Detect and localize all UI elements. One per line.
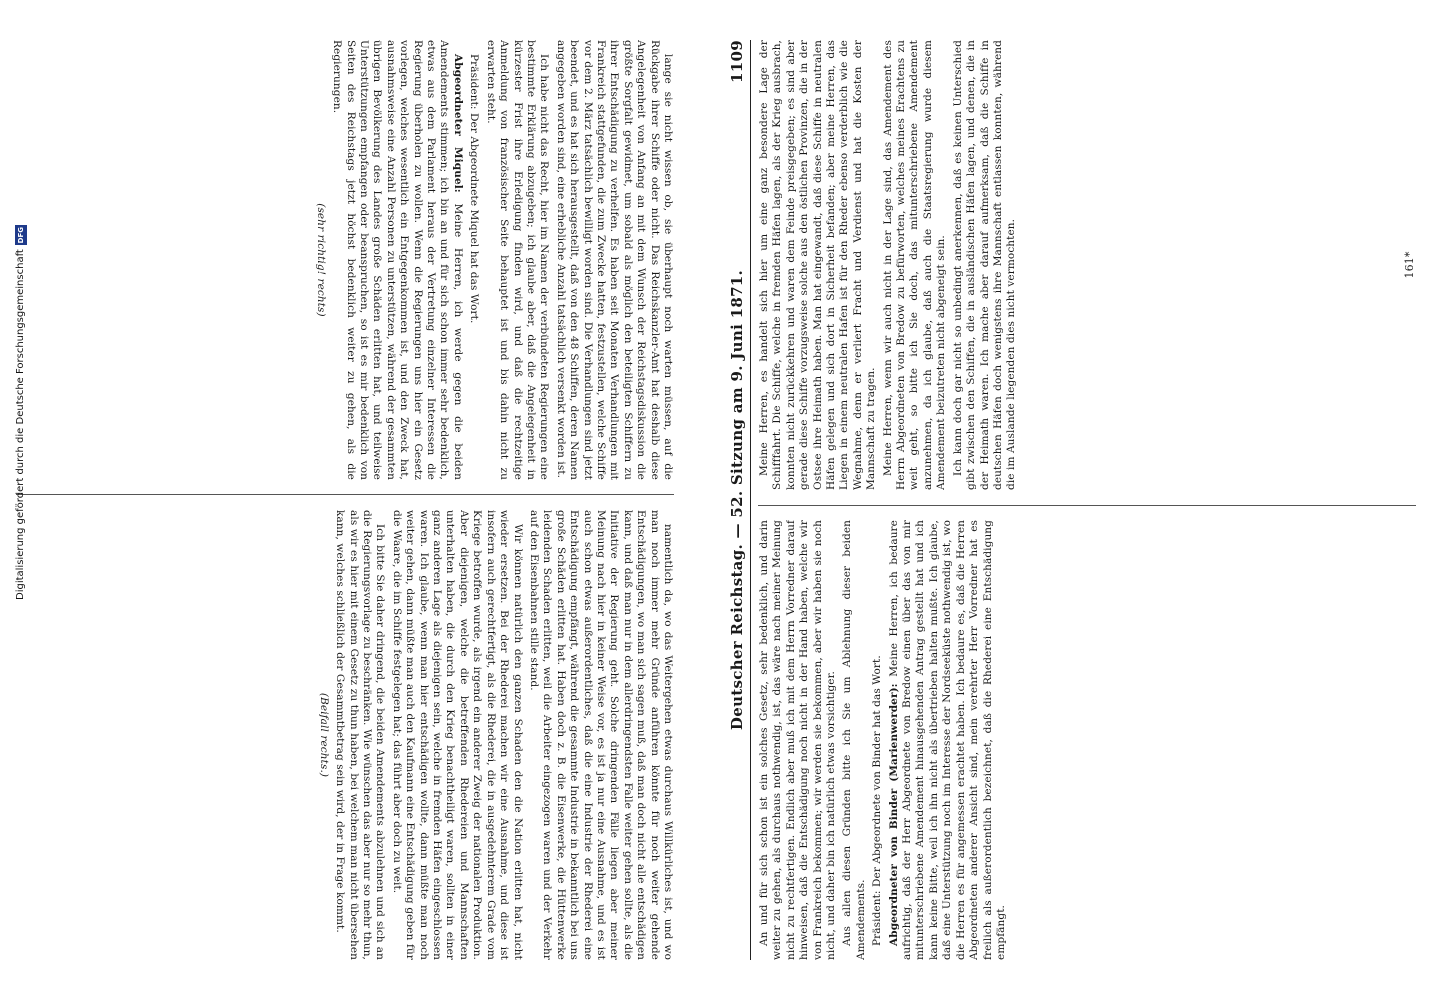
paragraph: Ich kann doch gar nicht so unbedingt anerkennen, daß es keinen Unterschied gibt zwischen den Schiffen, die in ausländischen Häfen lagen, und denen, die in der Heimath waren. Ich mache aber darauf aufmerksam, daß die Schiffe in deutschen Häfen doch wenigstens ihre Mannschaft entlassen konnten, während die im Auslande liegenden dies nicht vermochten.	[951, 40, 1018, 490]
page-number: 1109	[728, 40, 746, 83]
column-left-b	[758, 520, 1416, 960]
paragraph: Ich habe nicht das Recht, hier im Namen der verbündeten Regierungen eine bestimmte Erklärung abzugeben; ich glaube aber, daß die Angelegenheit in kürzester Frist ihre Erledigung finden wird, und daß die rechtzeitige Anmeldung von französischer Seite behauptet ist und bis dahin nicht zu erwarten steht.	[484, 40, 551, 480]
signature-mark: 161*	[1402, 251, 1416, 279]
speaker-paragraph	[888, 520, 1009, 960]
stage-direction: (sehr richtig! rechts)	[314, 203, 327, 317]
stage-direction: (Beifall rechts.)	[317, 692, 330, 778]
digitization-footer	[0, 0, 26, 1000]
speaker-name: Abgeordneter von Binder (Marienwerder):	[887, 683, 900, 946]
paragraph: Ich bitte Sie daher dringend, die beiden Amendements abzulehnen und sich an die Regierungsvorlage zu beschränken. Wie wünschen das aber nur so mehr thun, als wir es hier mit einem Gesetz zu thun haben, bei welchem man nicht übersehen kann, welches schließlich der Gesammtbetrag sein wird, der in Frage kommt.	[334, 510, 387, 960]
paragraph: Wir können natürlich den ganzen Schaden den die Nation erlitten hat, nicht wieder ersetzen. Bei der Rhederei machen wir eine Ausnahme, und diese ist insofern auch gerechtfertigt, als die Rhederei, die in ausgedehnterem Grade vom Kriege betroffen wurde, als irgend ein anderer Zweig der nationalen Produktion. Aber diejenigen, welche die betreffenden Rhedereien und Mannschaften unterhalten haben, die durch den Krieg benachtheiligt waren, sollten in einer ganz anderen Lage als diejenigen sein, welche in fremden Häfen eingeschlossen waren. Ich glaube, wenn man hier entschädigen wollte, dann müßte man noch weiter gehen, dann müßte man auch den Kaufmann eine Entschädigung geben für die Waare, die im Schiffe festgelegen hat; das führt aber doch zu weit.	[390, 510, 524, 960]
president-line: Präsident: Der Abgeordnete Miquel hat das Wort.	[468, 54, 481, 324]
paragraph: lange sie nicht wissen ob, sie überhaupt noch warten müssen, auf die Rückgabe ihrer Schiffe oder nicht. Das Reichskanzler-Amt hat deshalb diese Angelegenheit von Anfang an mit dem Wunsch der Reichstagsdiskussion die größte Sorgfalt gewidmet, um sobald als möglich den beteiligten Schiffern zu ihrer Entschädigung zu verhelfen. Es haben seit Monaten Verhandlungen mit Frankreich stattgefunden, die zum Zwecke hatten, festzustellen, welche Schiffe vor dem 2. März tatsächlich bewilligt worden sind. Die Verhandlungen sind jetzt beendet, und es hat sich herausgestellt, daß von den 48 Schiffen, deren Namen angegeben worden sind, eine erhebliche Anzahl tatsächlich versenkt worden ist.	[554, 40, 674, 480]
digitization-note-wrap	[14, 200, 28, 600]
paragraph: An und für sich schon ist ein solches Gesetz, sehr bedenklich, und darin weiter zu gehen, als durchaus nothwendig, ist, das wäre nach meiner Meinung nicht zu rechtfertigen. Endlich aber muß ich mit dem Herrn Vorredner darauf hinweisen, daß die Entschädigung noch nicht in der Hand haben, welche wir von Frankreich bekommen; wir werden sie bekommen, aber wir haben sie noch nicht, und daher bin ich natürlich etwas vorsichtiger.	[758, 520, 838, 960]
running-head	[728, 40, 751, 960]
column-right-b	[758, 40, 1416, 490]
column-divider	[16, 494, 674, 495]
digitization-note: Digitalisierung gefördert durch die Deutsche Forschungsgemeinschaft	[15, 249, 26, 600]
column-divider	[758, 505, 1416, 506]
speaker-name: Abgeordneter Miquel:	[451, 54, 464, 193]
paragraph: Meine Herren, es handelt sich hier um eine ganz besondere Lage der Schifffahrt. Die Schiffe, welche in fremden Häfen lagen, als der Krieg ausbrach, konnten nicht zurückkehren und waren dem Feinde preisgegeben; es sind aber gerade diese Schiffe vorzugsweise solche aus den östlichen Provinzen, die in der Ostsee ihre Heimath haben. Man hat eingewandt, daß diese Schiffe in neutralen Häfen gelegen und sich dort in Sicherheit befanden; aber meine Herren, das Liegen in einem neutralen Hafen ist für den Rheder ebenso verderblich wie die Wegnahme, denn er verliert Fracht und Verdienst und hat die Kosten der Mannschaft zu tragen.	[758, 40, 878, 490]
speaker-text: Meine Herren, ich bedaure aufrichtig, daß der Herr Abgeordnete von Bredow einen über das von mir mitunterschriebene Amendement hinausgehenden Antrag gestellt hat und ich kann keine Bitte, weil ich ihn nicht als übertrieben halten mußte. Ich glaube, daß eine Unterstützung noch im Interesse der Nordseeküste nothwendig ist, wo die Herren es für angemessen erachtet haben. Ich bedaure es, daß die Herren Abgeordneten anderer Ansicht sind, mein verehrter Herr Vorredner hat es freilich als außerordentlich bezeichnet, daß die Rhederei eine Entschädigung empfängt.	[887, 520, 1007, 960]
running-head-title: Deutscher Reichstag. — 52. Sitzung am 9. Juni 1871.	[728, 269, 746, 731]
page-half-right	[716, 0, 1432, 1000]
column-right-a	[16, 510, 674, 960]
column-left-a	[16, 40, 674, 480]
president-line: Präsident: Der Abgeordnete von Binder hat das Wort.	[871, 655, 884, 946]
speaker-text: Meine Herren, ich werde gegen die beiden Amendements stimmen; ich bin an und für sich schon immer sehr bedenklich, etwas aus dem Parlament heraus der Vertretung einzelner Interessen die Regierung überholen zu wollen. Wenn die Regierungen uns hier ein Gesetz vorlegen, welches wesentlich ein Entgegenkommen ist, und den Zweck hat, ausnahmsweise eine Anzahl Personen zu unterstützen, während der gesammten übrigen Bevölkerung des Landes große Schäden erlitten hat, und teilweise Unterstützungen empfangen oder beanspruchen, so ist es mir bedenklich von Seiten des Reichstags jetzt höchst bedenklich weiter zu gehen, als die Regierungen.	[331, 40, 464, 480]
paragraph: Meine Herren, wenn wir auch nicht in der Lage sind, das Amendement des Herrn Abgeordneten von Bredow zu befürworten, welches meines Erachtens zu weit geht, so bitte ich Sie doch, das mitunterschriebene Amendement anzunehmen, da ich glaube, daß auch die Staatsregierung wurde diesem Amendement beizutreten nicht abgeneigt sein.	[881, 40, 948, 490]
paragraph: Aus allen diesen Gründen bitte ich Sie um Ablehnung dieser beiden Amendements.	[841, 520, 867, 960]
speaker-paragraph	[330, 40, 464, 480]
paragraph: namentlich da, wo das Weitergehen etwas durchaus Willkürliches ist, und wo man noch immer mehr Gründe anführen könnte für noch weiter gehende Entschädigungen, wo man sich sagen muß, daß man doch nicht alle entschädigen kann, und daß man nur in dem allerdringendsten Falle weiter gehen sollte, als die Initiative der Regierung geht. Solche dringenden Fälle liegen aber meiner Meinung nach hier in keiner Weise vor, es ist ja nur eine Ausnahme, und es ist auch schon etwas außerordentliches, daß die eine Industrie der Rhederei eine Entschädigung empfängt, während die gesammte Industrie in bekanntlich bei uns große Schäden erlitten hat. Haben doch z. B. die Eisenwerke, die Hüttenwerke leidenden Schaden erlitten, weil die Arbeiter eingezogen waren und der Verkehr auf den Eisenbahnen stille stand.	[527, 510, 674, 960]
dfg-logo-icon: DFG	[17, 226, 25, 244]
